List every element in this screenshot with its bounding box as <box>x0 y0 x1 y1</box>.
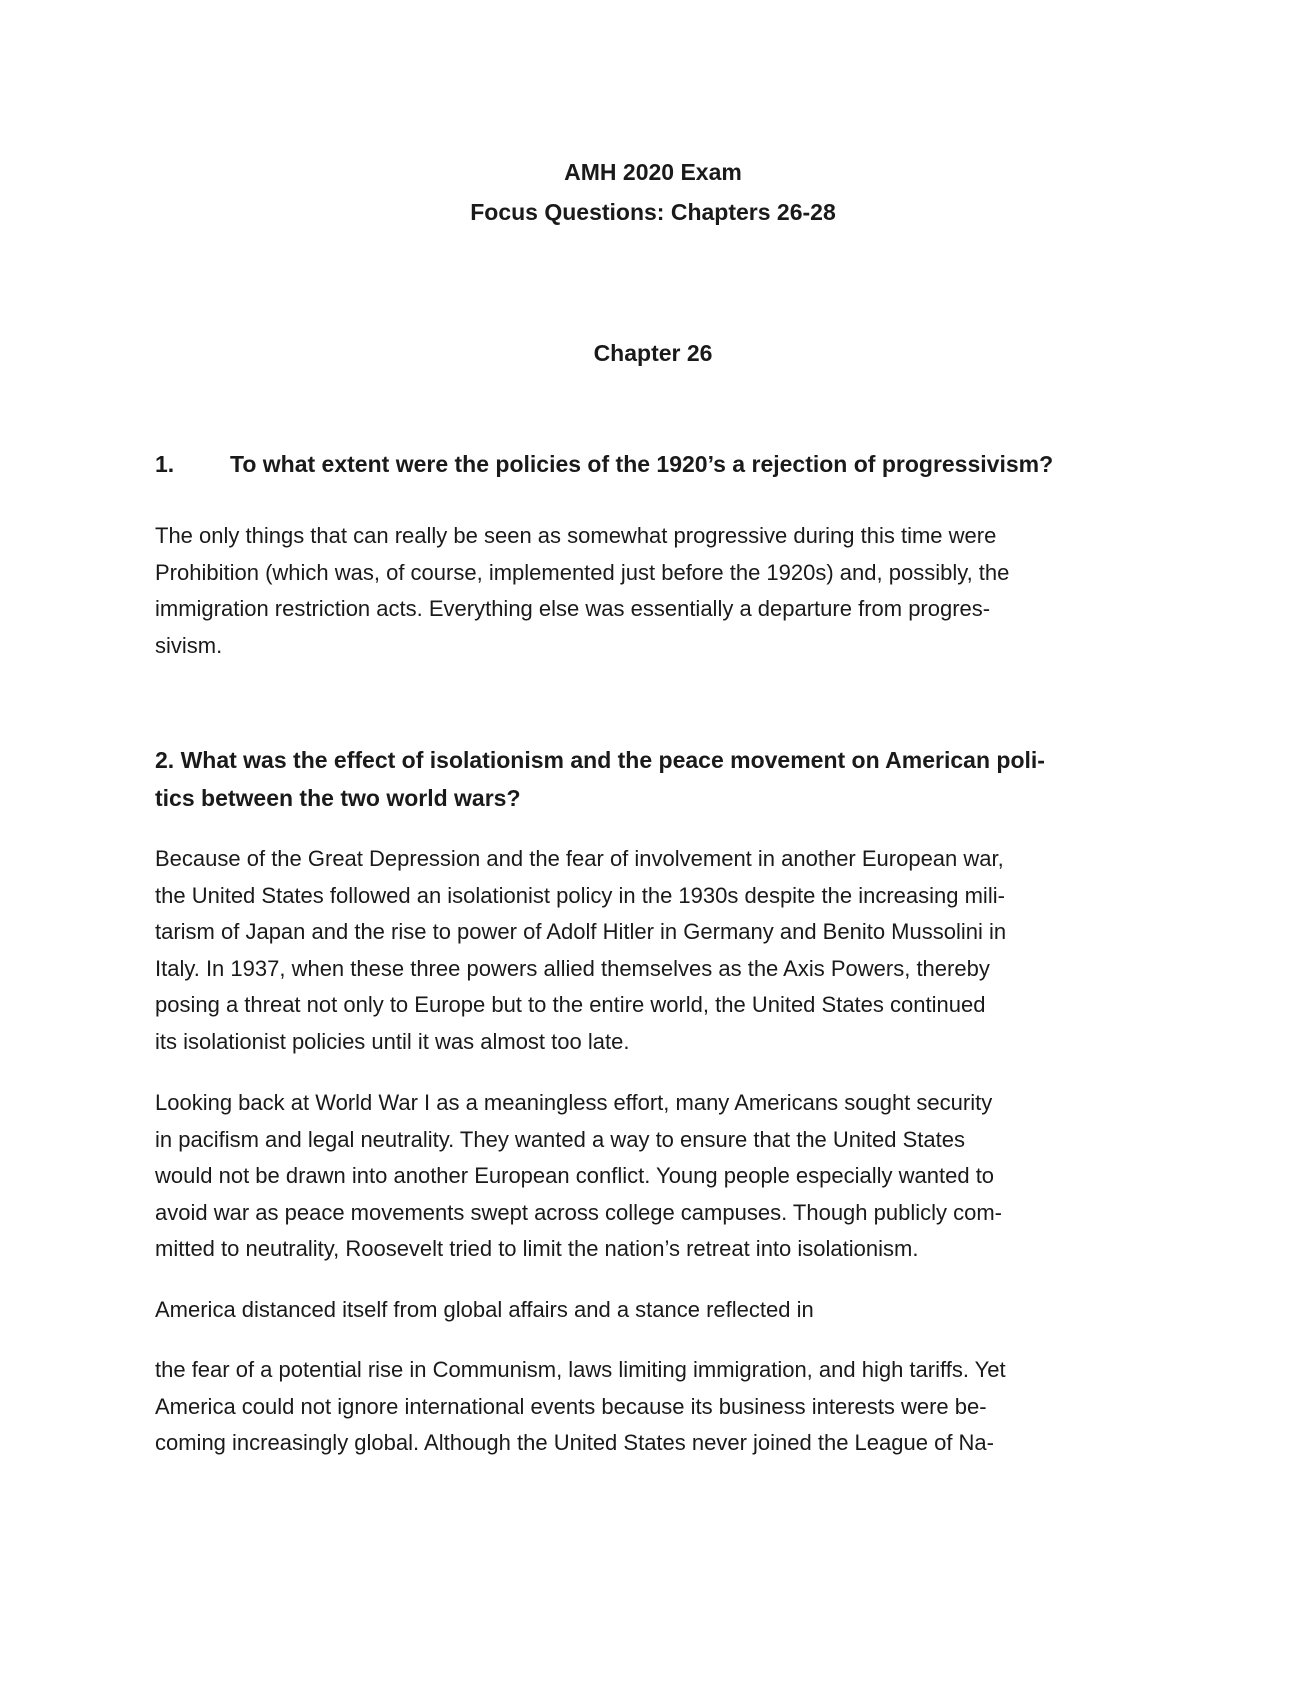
question-1-text: To what extent were the policies of the 1920’s a rejection of progressivism? <box>230 451 1054 477</box>
answer-line: Prohibition (which was, of course, implemented just before the 1920s) and, possibly, the <box>155 559 1010 585</box>
paragraph-line: posing a threat not only to Europe but to the entire world, the United States continued <box>155 992 986 1017</box>
paragraph-line: tarism of Japan and the rise to power of Adolf Hitler in Germany and Benito Mussolini in <box>155 919 1007 944</box>
paragraph-line: mitted to neutrality, Roosevelt tried to limit the nation’s retreat into isolationism. <box>155 1236 919 1261</box>
document-subtitle: Focus Questions: Chapters 26-28 <box>470 199 836 225</box>
question-2-line: tics between the two world wars? <box>155 785 521 811</box>
chapter-heading: Chapter 26 <box>593 340 713 366</box>
paragraph-line: Italy. In 1937, when these three powers allied themselves as the Axis Powers, thereby <box>155 955 990 981</box>
question-2-paragraph-1 <box>155 841 1155 1060</box>
question-2-paragraph-2 <box>155 1085 1155 1268</box>
paragraph-line: America distanced itself from global affairs and a stance reflected in <box>155 1297 814 1322</box>
paragraph-line: in pacifism and legal neutrality. They wanted a way to ensure that the United States <box>155 1126 965 1152</box>
question-2-paragraph-3 <box>155 1292 1155 1329</box>
question-2-paragraph-4 <box>155 1352 1155 1462</box>
document-header <box>0 152 1306 232</box>
paragraph-line: the fear of a potential rise in Communism, laws limiting immigration, and high tariffs. Yet <box>155 1357 1006 1382</box>
paragraph-line: coming increasingly global. Although the United States never joined the League of Na- <box>155 1430 994 1455</box>
paragraph-line: avoid war as peace movements swept across college campuses. Though publicly com- <box>155 1199 1002 1225</box>
question-2-line: 2. What was the effect of isolationism and the peace movement on American poli- <box>155 747 1045 773</box>
paragraph-line: the United States followed an isolationist policy in the 1930s despite the increasing mili- <box>155 882 1005 908</box>
question-2-heading <box>155 741 1155 817</box>
paragraph-line: Looking back at World War I as a meaningless effort, many Americans sought security <box>155 1090 993 1115</box>
question-1-heading <box>155 448 1165 480</box>
answer-line: sivism. <box>155 632 223 658</box>
paragraph-line: its isolationist policies until it was almost too late. <box>155 1028 630 1054</box>
question-1-number: 1. <box>155 451 175 477</box>
document-title: AMH 2020 Exam <box>564 159 742 185</box>
paragraph-line: Because of the Great Depression and the fear of involvement in another European war, <box>155 846 1004 871</box>
answer-line: immigration restriction acts. Everything else was essentially a departure from progres- <box>155 596 991 621</box>
answer-line: The only things that can really be seen as somewhat progressive during this time were <box>155 523 997 548</box>
paragraph-line: America could not ignore international events because its business interests were be- <box>155 1393 987 1419</box>
question-1-answer <box>155 518 1155 664</box>
paragraph-line: would not be drawn into another European conflict. Young people especially wanted to <box>155 1163 995 1188</box>
